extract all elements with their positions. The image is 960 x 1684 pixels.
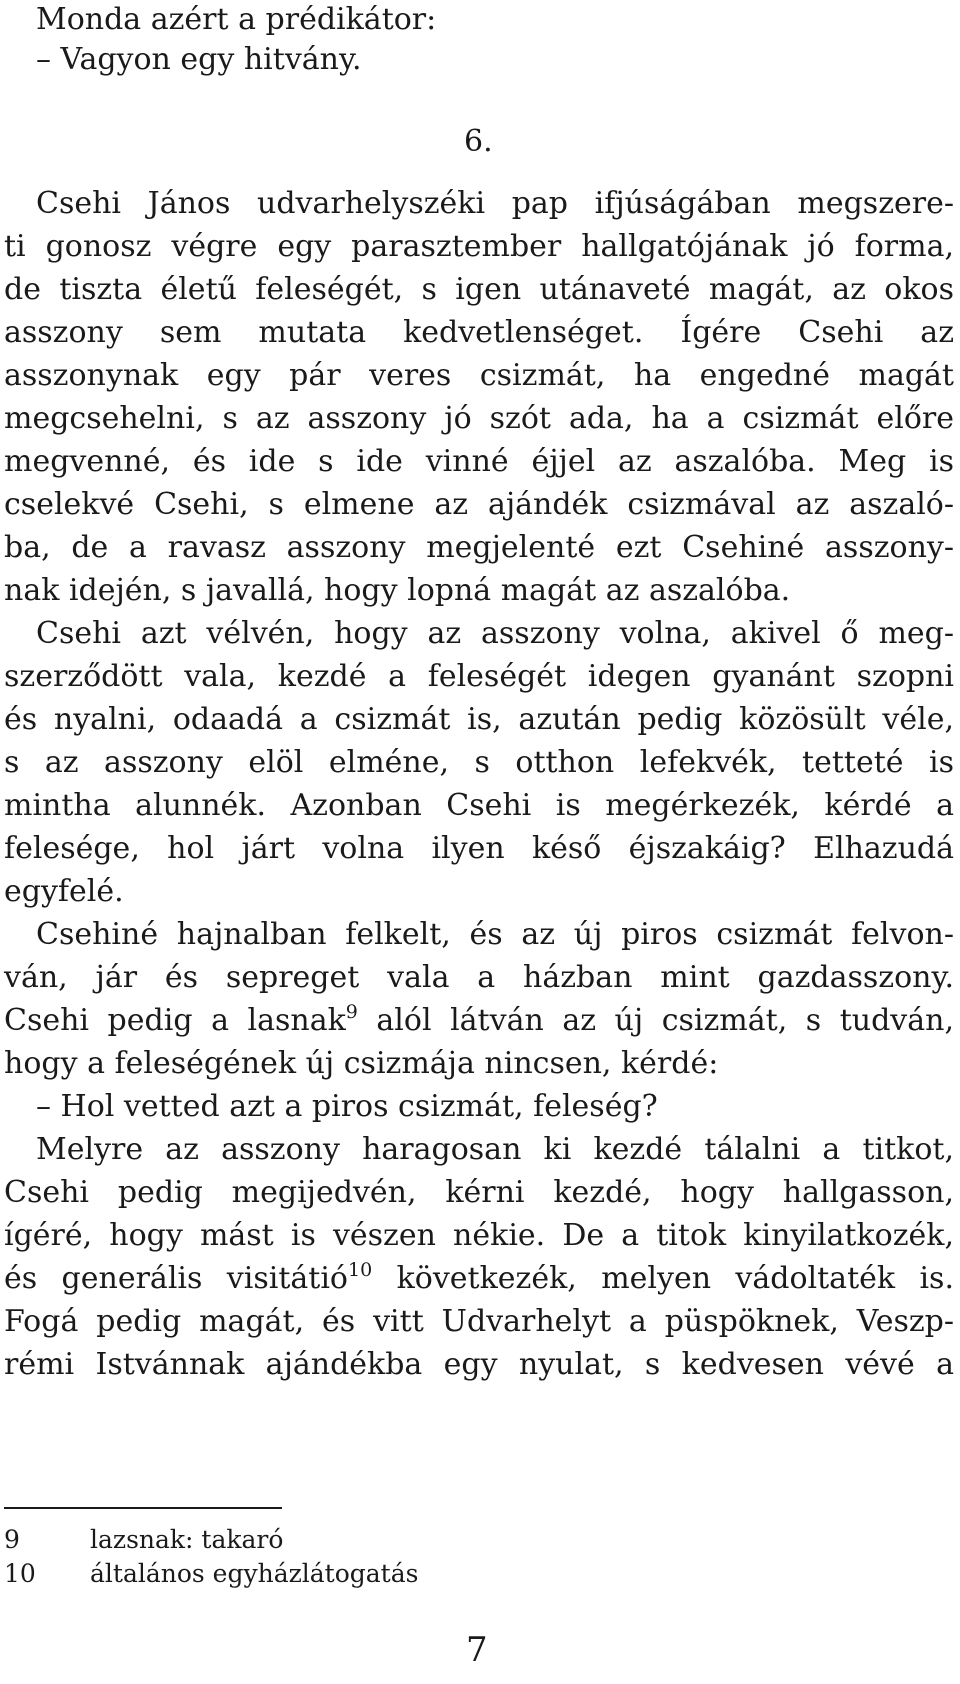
footnote-text: lazsnak: takaró <box>90 1525 284 1554</box>
body-line: asszonynak egy pár veres csizmát, ha engedné magát <box>4 358 954 393</box>
page-number: 7 <box>466 1630 488 1670</box>
body-line: Melyre az asszony haragosan ki kezdé tálalni a titkot, <box>36 1132 954 1167</box>
body-line: de tiszta életű feleségét, s igen utánaveté magát, az okos <box>4 272 954 307</box>
body-line: Csehi azt vélvén, hogy az asszony volna, akivel ő meg- <box>36 616 954 651</box>
footnote-divider <box>4 1507 282 1509</box>
body-line: ba, de a ravasz asszony megjelenté ezt Csehiné asszony- <box>4 530 954 565</box>
body-line: megvenné, és ide s ide vinné éjjel az aszalóba. Meg is <box>4 444 954 479</box>
body-line: nak idején, s javallá, hogy lopná magát az aszalóba. <box>4 573 791 608</box>
body-line: egyfelé. <box>4 874 124 909</box>
body-line: Csehiné hajnalban felkelt, és az új piros csizmát felvon- <box>36 917 954 952</box>
body-line: ván, jár és sepreget vala a házban mint gazdasszony. <box>4 960 954 995</box>
body-line: szerződött vala, kezdé a feleségét idegen gyanánt szopni <box>4 659 954 694</box>
intro-line-1: Monda azért a prédikátor: <box>36 2 437 37</box>
body-line: ti gonosz végre egy parasztember hallgatójának jó forma, <box>4 229 954 264</box>
body-line: megcsehelni, s az asszony jó szót ada, ha a csizmát előre <box>4 401 954 436</box>
body-line: és nyalni, odaadá a csizmát is, azután pedig közösült véle, <box>4 702 954 737</box>
body-line: Csehi János udvarhelyszéki pap ifjúságában megszere- <box>36 186 954 221</box>
body-line: hogy a feleségének új csizmája nincsen, kérdé: <box>4 1046 719 1081</box>
body-line: felesége, hol járt volna ilyen késő éjszakáig? Elhazudá <box>4 831 954 866</box>
footnote-number: 10 <box>4 1559 36 1588</box>
body-text-segment: következék, melyen vádoltaték is. <box>372 1261 954 1296</box>
body-line: Fogá pedig magát, és vitt Udvarhelyt a püspöknek, Veszp- <box>4 1304 954 1339</box>
body-line: s az asszony elöl elméne, s otthon lefekvék, tetteté is <box>4 745 954 780</box>
body-line: asszony sem mutata kedvetlenséget. Ígére Csehi az <box>4 315 954 350</box>
body-line-with-footnote-9 <box>4 999 954 1043</box>
footnote-number: 9 <box>4 1525 20 1554</box>
body-line: rémi Istvánnak ajándékba egy nyulat, s kedvesen vévé a <box>4 1347 954 1382</box>
chapter-number: 6. <box>464 124 493 159</box>
footnote-text: általános egyházlátogatás <box>90 1559 419 1588</box>
footnote-ref-9: 9 <box>345 1001 358 1023</box>
body-line-with-footnote-10 <box>4 1257 954 1301</box>
body-line: mintha alunnék. Azonban Csehi is megérkezék, kérdé a <box>4 788 954 823</box>
body-line: cselekvé Csehi, s elmene az ajándék csizmával az aszaló- <box>4 487 954 522</box>
footnote-9 <box>4 1523 283 1557</box>
body-text-segment: alól látván az új csizmát, s tudván, <box>357 1003 954 1038</box>
body-line: ígéré, hogy mást is vészen nékie. De a titok kinyilatkozék, <box>4 1218 954 1253</box>
dialogue-line: – Hol vetted azt a piros csizmát, feleség? <box>36 1089 658 1124</box>
body-text-segment: és generális visitátió <box>4 1261 348 1296</box>
footnote-10 <box>4 1557 418 1591</box>
body-line: Csehi pedig megijedvén, kérni kezdé, hogy hallgasson, <box>4 1175 954 1210</box>
intro-line-2: – Vagyon egy hitvány. <box>36 42 362 77</box>
body-text-segment: Csehi pedig a lasnak <box>4 1003 346 1038</box>
footnote-ref-10: 10 <box>348 1259 373 1281</box>
